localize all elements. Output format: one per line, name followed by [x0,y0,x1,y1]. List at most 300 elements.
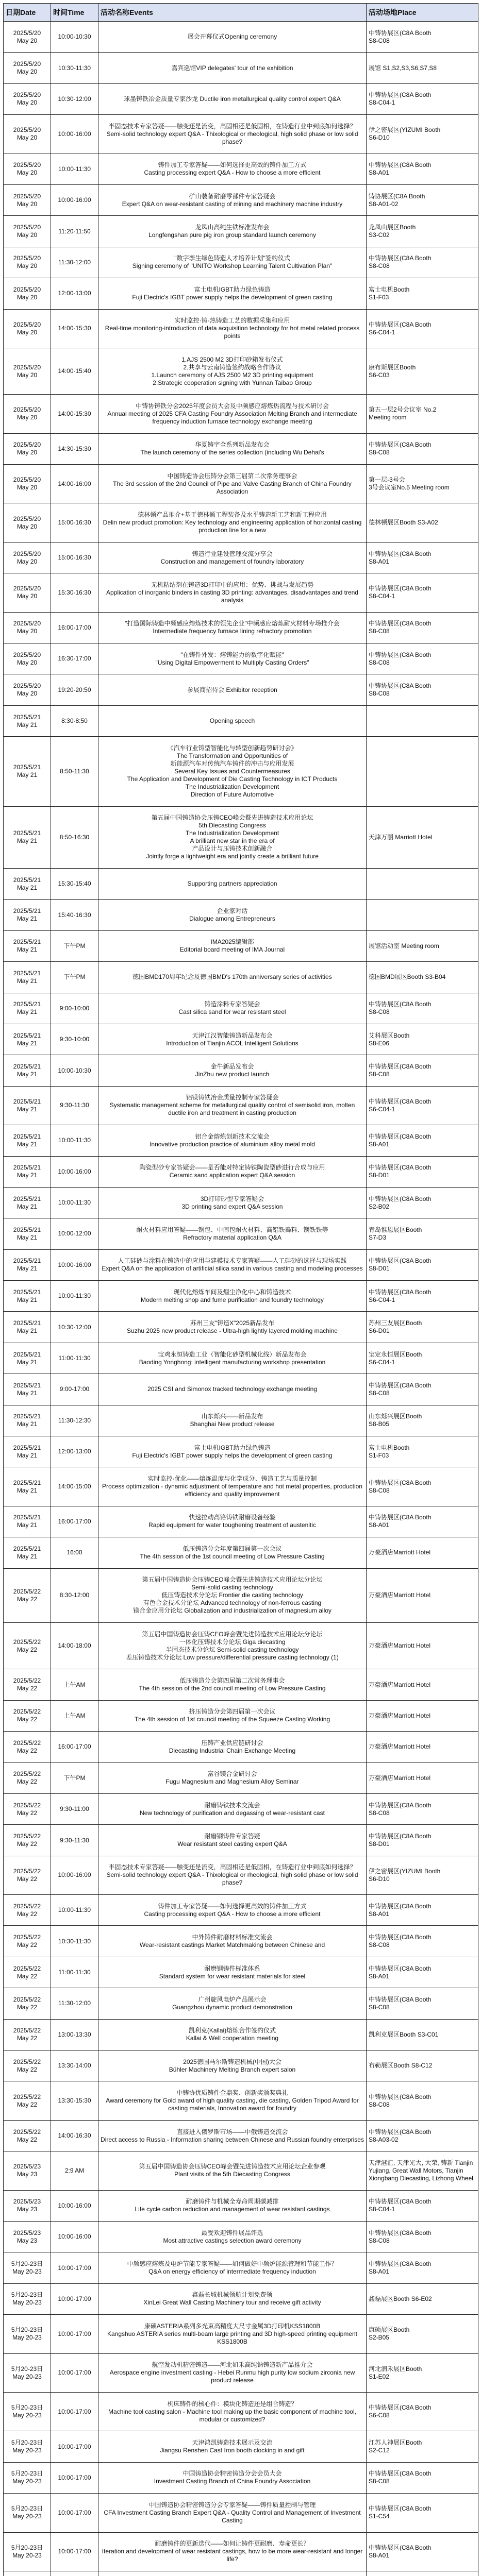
cell-place: 中铸协展区(C8A Booth S6-C04-1 [367,309,478,348]
table-row [4,1825,478,1856]
cell-time: 10:00-16:00 [51,2222,98,2252]
header-time: 时间Time [51,4,98,22]
cell-place [367,900,478,930]
cell-date: 2025/5/22 May 22 [4,1957,51,1988]
table-row [4,900,478,930]
cell-place: 万豪酒店Marriott Hotel [367,1622,478,1669]
cell-event: 德国BMD170周年纪念及德国BMD's 170th anniversary series of activities [98,962,367,993]
cell-time: 9:00-10:00 [51,993,98,1024]
header-event: 活动名称Events [98,4,367,22]
cell-event: 富谷镁合金研讨会 Fugu Magnesium and Magnesium Alloy Seminar [98,1762,367,1793]
cell-time: 10:00-16:00 [51,115,98,154]
cell-event: 2025德国马尔斯铸造机械(中国)大会 Bühler Machinery Melting Branch expert salon [98,2050,367,2081]
cell-date: 5月20-23日 May 20-23 [4,2494,51,2532]
cell-event: 人工硅砂与涂料在铸造中的应用与建模技术专家答疑——人工硅砂的选择与现场实践 Expert Q&A on the application of artificial silica sand in various casting and modeling processes [98,1249,367,1280]
cell-event: 参展商招待会 Exhibitor reception [98,674,367,705]
cell-time: 14:00-16:30 [51,2120,98,2151]
cell-time: 上午AM [51,1700,98,1731]
cell-event: 龙凤山高纯生铁标准发布会 Longfengshan pure pig iron group standard launch ceremony [98,216,367,247]
cell-event: "打造国际铸造中频感应熔炼技术的领先企业"中频感应熔炼耐火材料专场推介会 Intermediate frequency furnace lining refractory promotion [98,612,367,643]
cell-place: 康布斯展区Booth S6-C03 [367,348,478,394]
cell-time: 10:00-10:30 [51,1055,98,1086]
table-row [4,868,478,899]
cell-time: 10:00-17:00 [51,2315,98,2353]
table-row [4,1732,478,1762]
cell-place: 宝定永恒展区Booth S6-C04-1 [367,1343,478,1374]
table-row [4,309,478,348]
cell-date: 2025/5/22 May 22 [4,1568,51,1622]
cell-date: 2025/5/21 May 21 [4,1537,51,1568]
cell-place: 中铸协展区(C8A Booth S8-C08 [367,22,478,53]
cell-place: 中铸协展区(C8A Booth S8-A01 [367,1895,478,1926]
cell-event: "数字孪生绿色铸造人才培养计划"签约仪式 Signing ceremony of "UNITO Workshop Learning Talent Cultivation Plan" [98,247,367,278]
cell-date: 2025/5/22 May 22 [4,1622,51,1669]
cell-place: 万豪酒店Marriott Hotel [367,1700,478,1731]
table-row [4,2462,478,2493]
cell-event: 半固态技术专家答疑——触变还是流变，高固相还是低固相，在铸造行业中到底如何选择？ Semi-solid technology expert Q&A - Thixological or rheological, high solid phase or low solid phase? [98,1856,367,1894]
table-row [4,1249,478,1280]
cell-time: 15:30-15:40 [51,868,98,899]
cell-date: 2025/5/21 May 21 [4,962,51,993]
cell-time: 10:00-17:00 [51,2462,98,2493]
cell-time: 14:00-15:30 [51,309,98,348]
cell-date: 2025/5/21 May 21 [4,1405,51,1436]
cell-date: 2025/5/22 May 22 [4,1926,51,1957]
table-body [4,22,478,2576]
cell-place: 中铸协展区(C8A Booth S8-A03-02 [367,2120,478,2151]
table-row [4,2050,478,2081]
cell-time: 10:00-16:00 [51,2190,98,2221]
table-row [4,154,478,184]
cell-date: 2025/5/21 May 21 [4,868,51,899]
cell-event: 天津江汉智能铸造新品发布会 Introduction of Tianjin ACOL Intelligent Solutions [98,1024,367,1055]
cell-event: 华夏铸字全系列新品发布会 The launch ceremony of the series collection (including Wu Dehai's [98,433,367,464]
table-row [4,1856,478,1894]
cell-time: 10:00-11:30 [51,1895,98,1926]
cell-place: 中铸协展区(C8A Booth S8-C08 [367,1926,478,1957]
cell-date: 2025/5/21 May 21 [4,1125,51,1156]
table-row [4,184,478,215]
table-row [4,503,478,542]
cell-time: 10:00-16:00 [51,184,98,215]
cell-event: Opening speech [98,705,367,736]
cell-date: 2025/5/23 May 23 [4,2190,51,2221]
cell-time: 10:00-11:30 [51,1281,98,1312]
cell-place: 万豪酒店Marriott Hotel [367,1568,478,1622]
table-row [4,465,478,503]
cell-event: 《汽车行业铸型智能化与转型创新趋势研讨会》 The Transformation and Opportunities of 新能源汽车对传统汽车铸件的冲击与应用发展 Several Key Issues and Countermeasures The Application and Development of Die Casting Technology in ICT Products The Industrialization Development Direction of Future Automotive [98,737,367,806]
cell-time: 10:30-11:30 [51,1926,98,1957]
cell-date: 2025/5/21 May 21 [4,1281,51,1312]
cell-event: 第五届中国铸造协会压铸CEO峰会暨先进铸造技术应用论坛分论坛 Semi-solid casting technology 低压铸造技术分论坛 Frontier die casting technology 有色合金技术分论坛 Advanced technology of non-ferrous casting 镁合金应用分论坛 Globalization and industrialization of magnesium alloy [98,1568,367,1622]
cell-date: 2025/5/22 May 22 [4,1700,51,1731]
table-row [4,2571,478,2576]
cell-event: 最受欢迎铸件展品评选 Most attractive castings selection award ceremony [98,2222,367,2252]
cell-place: 万豪酒店Marriott Hotel [367,1669,478,1700]
table-row [4,1988,478,2019]
cell-date: 2025/5/21 May 21 [4,1024,51,1055]
cell-time: 10:30-12:00 [51,83,98,114]
cell-date: 2025/5/23 May 23 [4,2151,51,2190]
cell-time: 10:00-16:00 [51,1156,98,1187]
cell-date: 5月20-23日 May 20-23 [4,2462,51,2493]
table-row [4,1086,478,1125]
cell-date: 2025/5/21 May 21 [4,737,51,806]
cell-date: 2025/5/20 May 20 [4,465,51,503]
cell-time: 11:20-11:50 [51,216,98,247]
cell-place: 天津万丽 Marriott Hotel [367,806,478,868]
table-row [4,1700,478,1731]
table-row [4,705,478,736]
cell-date: 2025/5/21 May 21 [4,705,51,736]
cell-event: 康硕ASTERIA系列多光束高精度大尺寸金属3D打印机KSS1800B Kangshuo ASTERIA series multi-beam large printing and 3D high-speed printing equipment KSS1800B [98,2315,367,2353]
table-row [4,993,478,1024]
table-row [4,1762,478,1793]
cell-time: 11:00-11:30 [51,1957,98,1988]
cell-event: 第五届中国铸造协会压铸CEO峰会暨先进铸造技术应用论坛分论坛 一体化压铸技术分论坛 Giga diecasting 半固态技术分论坛 Semi-solid casting technology 差压铸造技术分论坛 Low pressure/differential pressure casting technology (1) [98,1622,367,1669]
cell-event: 中频感应熔炼及电炉节能专家答疑——如何做好中频炉能源管理和节能工作？ Q&A on energy efficiency of intermediate frequency induction [98,2252,367,2283]
table-row [4,1506,478,1537]
cell-place: 中铸协展区(C8A Booth S8-D01 [367,1249,478,1280]
cell-event: 耐磨钢铸件专家答疑 Wear resistant steel casting expert Q&A [98,1825,367,1856]
cell-place: 德林顿展区Booth S3-A02 [367,503,478,542]
cell-date: 2025/5/22 May 22 [4,1732,51,1762]
cell-event: IMA2025编辑部 Editorial board meeting of IMA Journal [98,930,367,961]
cell-event: 凯利克(Kallai)熔炼合作签约仪式 Kallai & Well cooperation meeting [98,2019,367,2050]
cell-date: 5月20-23日 May 20-23 [4,2353,51,2392]
cell-time: 10:30-12:00 [51,1312,98,1343]
cell-date: 2025/5/20 May 20 [4,612,51,643]
cell-date: 2025/5/21 May 21 [4,1467,51,1506]
cell-event: 天津鸿凯铸造技术展示及交流 Jiangsu Renshen Cast Iron booth clocking in and gift [98,2431,367,2462]
cell-event: "在铸件外发：熔铸能力的数字化赋能" "Using Digital Empowerment to Multiply Casting Orders" [98,643,367,674]
cell-time: 10:30-11:30 [51,53,98,83]
cell-date: 2025/5/21 May 21 [4,1086,51,1125]
cell-date: 2025/5/21 May 21 [4,1436,51,1467]
cell-place: 布勒展区Booth S8-C12 [367,2050,478,2081]
cell-place: 中铸协展区(C8A Booth S8-C04-1 [367,2190,478,2221]
table-row [4,2252,478,2283]
table-row [4,1568,478,1622]
cell-time: 10:00-11:30 [51,154,98,184]
cell-event: 中国铸造协会精密铸造分会专家答疑——铸件质量控制与管理 CFA Investment Casting Branch Expert Q&A - Quality Control and Management of Investment Casting [98,2494,367,2532]
cell-event: 富士电机IGBT助力绿色铸造 Fuji Electric's IGBT power supply helps the development of green casting [98,1436,367,1467]
table-row [4,2494,478,2532]
cell-event: 矿山装备耐磨零部件专家答疑会 Expert Q&A on wear-resistant casting of mining and machinery machine industry [98,184,367,215]
schedule-sheet [3,3,478,2576]
cell-event: 中铸协优质铸件金鼎奖、创新奖颁奖典礼 Award ceremony for Gold award of high quality casting, die casting, Golden Tripod Award for casting materials, Innovation award for foundry [98,2081,367,2120]
table-row [4,2120,478,2151]
cell-place: 中铸协展区(C8A Booth S8-C08 [367,1055,478,1086]
cell-date: 2025/5/22 May 22 [4,1825,51,1856]
cell-place: 富士电机Booth S1-F03 [367,278,478,309]
cell-date: 2025/5/21 May 21 [4,900,51,930]
cell-event: 耐磨铸铁技术交流会 New technology of purification and degassing of wear-resistant cast [98,1793,367,1824]
cell-time: 15:00-16:30 [51,542,98,573]
cell-place: 中铸协展区(C8A Booth S8-C08 [367,993,478,1024]
cell-time: 14:00-18:00 [51,1622,98,1669]
cell-place: 铸协展区(C8A Booth S8-A01-02 [367,184,478,215]
cell-time: 14:00-15:00 [51,1467,98,1506]
cell-place: 中铸协展区(C8A Booth S8-C08 [367,1988,478,2019]
cell-event: 德林顿产品推介+基于德林顿工程装备及水平铸造新工艺和新工程应用 Delin new product promotion: Key technology and engineering application of horizontal casting production line for a new [98,503,367,542]
cell-date: 5月20-23日 May 20-23 [4,2283,51,2314]
cell-date: 2025/5/22 May 22 [4,2081,51,2120]
cell-event: 苏州三友"铸造X"2025新品发布 Suzhu 2025 new product release - Ultra-high lightly layered molding machine [98,1312,367,1343]
cell-time: 10:00-16:00 [51,1249,98,1280]
cell-place: 中铸协展区(C8A Booth S8-C08 [367,2222,478,2252]
cell-event: 无机粘结剂在铸造3D打印中的应用：优势、挑战与发展趋势 Application of inorganic binders in casting 3D printing: advantages, disadvantages and trend analysis [98,573,367,612]
cell-date: 2025/5/20 May 20 [4,22,51,53]
cell-event: 铝镁铸铁冶金质量控制专家答疑会 Systematic management scheme for metallurgical quality control of semisolid iron, molten ductile iron and treatment in casting production [98,1086,367,1125]
table-row [4,2019,478,2050]
cell-date: 5月20-23日 May 20-23 [4,2431,51,2462]
cell-date: 2025/5/20 May 20 [4,216,51,247]
cell-date: 5月20-23日 May 20-23 [4,2392,51,2431]
cell-date: 2025/5/20 May 20 [4,542,51,573]
table-row [4,1156,478,1187]
table-row [4,53,478,83]
cell-event: 铸件加工专家答疑——如何选择更高效的铸件加工方式 Casting processing expert Q&A - How to choose a more efficient [98,154,367,184]
cell-date: 2025/5/21 May 21 [4,1187,51,1218]
cell-date: 2025/5/20 May 20 [4,184,51,215]
cell-place: 富士电机Booth S1-F03 [367,1436,478,1467]
cell-date: 2025/5/20 May 20 [4,83,51,114]
table-row [4,2315,478,2353]
cell-event: 铸造行业建设管理交流分享会 Construction and management of foundry laboratory [98,542,367,573]
cell-place: 河北润禾展区Booth S1-E02 [367,2353,478,2392]
cell-place: 中铸协展区(C8A Booth S8-A01 [367,2252,478,2283]
cell-date: 2025/5/22 May 22 [4,2019,51,2050]
cell-time: 13:30-15:30 [51,2081,98,2120]
cell-time: 19:20-20:50 [51,674,98,705]
cell-date: 2025/5/22 May 22 [4,2120,51,2151]
cell-date: 2025/5/20 May 20 [4,247,51,278]
cell-time: 10:00-17:00 [51,2532,98,2571]
table-row [4,1405,478,1436]
cell-time: 10:00-17:00 [51,2252,98,2283]
cell-place: 中铸协展区(C8A Booth S8-A01 [367,2532,478,2571]
cell-place [367,2571,478,2576]
cell-time: 14:00-15:40 [51,348,98,394]
table-row [4,1125,478,1156]
cell-place: 中铸协展区(C8A Booth S2-B02 [367,1187,478,1218]
cell-date: 2025/5/20 May 20 [4,433,51,464]
cell-time: 12:00-13:00 [51,278,98,309]
cell-place: 中铸协展区(C8A Booth S8-C08 [367,433,478,464]
cell-place: 青岛惟恩展区Booth S7-D3 [367,1218,478,1249]
table-row [4,573,478,612]
cell-time: 14:00-15:30 [51,395,98,433]
cell-time: 下午PM [51,962,98,993]
cell-date: 2025/5/21 May 21 [4,1249,51,1280]
cell-place: 鑫磊展区Booth S6-E02 [367,2283,478,2314]
cell-time: 14:30-15:30 [51,433,98,464]
cell-event: 中国铸造协会精密铸造分会会员大会 Investment Casting Branch of China Foundry Association [98,2462,367,2493]
table-row [4,1374,478,1405]
table-row [4,216,478,247]
cell-place: 中铸协展区(C8A Booth S8-C08 [367,1793,478,1824]
cell-time: 16:00-17:00 [51,612,98,643]
cell-time: 9:30-11:30 [51,1825,98,1856]
cell-date: 2025/5/20 May 20 [4,154,51,184]
table-row [4,1024,478,1055]
cell-event: 低压铸造分会年度第四届第一次会议 The 4th session of the 1st council meeting of Low Pressure Casting [98,1537,367,1568]
cell-event: 企业家对话 Dialogue among Entrepreneurs [98,900,367,930]
table-row [4,247,478,278]
cell-date: 2025/5/20 May 20 [4,348,51,394]
cell-event: 2025 CSI and Simonox tracked technology exchange meeting [98,1374,367,1405]
cell-event: Supporting partners appreciation [98,868,367,899]
table-row [4,2431,478,2462]
cell-event: 耐磨钢铸件标准体系 Standard system for wear resistant materials for steel [98,1957,367,1988]
cell-place: 第五一层2号会议室 No.2 Meeting room [367,395,478,433]
table-row [4,612,478,643]
cell-date: 2025/5/21 May 21 [4,1156,51,1187]
cell-event: 铸件加工专家答疑——如何选择更高效的铸件加工方式 Casting processing expert Q&A - How to choose a more efficient [98,1895,367,1926]
cell-place: 万豪酒店Marriott Hotel [367,1732,478,1762]
cell-place: 中铸协展区(C8A Booth S8-C08 [367,2462,478,2493]
cell-place [367,705,478,736]
cell-time: 10:00-10:30 [51,22,98,53]
cell-date: 2025/5/22 May 22 [4,1856,51,1894]
cell-date: 2025/5/20 May 20 [4,309,51,348]
cell-date: 2025/5/22 May 22 [4,1793,51,1824]
cell-event: 3D打印砂型专家答疑会 3D printing sand expert Q&A session [98,1187,367,1218]
cell-time: 13:30-14:00 [51,2050,98,2081]
cell-place: 伊之密展区(YIZUMI Booth S6-D10 [367,1856,478,1894]
table-row [4,2081,478,2120]
cell-date: 2025/5/21 May 21 [4,806,51,868]
cell-event: 直接进入俄罗斯市场——中俄铸造交流会 Direct access to Russia - Information sharing between Chinese and Russian foundry enterprises [98,2120,367,2151]
cell-time: 10:00-17:00 [51,2283,98,2314]
cell-event: 铸造涂料专家答疑会 Cast silica sand for wear resistant steel [98,993,367,1024]
cell-event: 挤压铸造分会第四届第一次会议 The 4th session of 1st council meeting of the Squeeze Casting Working [98,1700,367,1731]
cell-time: 11:00-11:30 [51,1343,98,1374]
cell-time: 9:30-11:30 [51,1086,98,1125]
cell-event: 富士电机IGBT助力绿色铸造 Fuji Electric's IGBT power supply helps the development of green casting [98,278,367,309]
cell-place: 中铸协展区(C8A Booth S8-C08 [367,643,478,674]
table-row [4,2353,478,2392]
cell-event: 1.AJS 2500 M2 3D打印砂箱发布仪式 2.共享与云南铸造签约战略合作协议 1.Launch ceremony of AJS 2500 M2 3D printing equipment 2.Strategic cooperation signing with Yunnan Taibao Group [98,348,367,394]
table-row [4,115,478,154]
cell-time: 8:30-12:00 [51,1568,98,1622]
cell-date: 2025/5/22 May 22 [4,1988,51,2019]
cell-time: 8:50-11:30 [51,737,98,806]
cell-date: 2025/5/21 May 21 [4,930,51,961]
table-row [4,1793,478,1824]
cell-place: 中铸协展区(C8A Booth S8-A01 [367,1125,478,1156]
cell-place: 康硕展区Booth S2-B05 [367,2315,478,2353]
cell-event: 嘉宾巡馆VIP delegates' tour of the exhibition [98,53,367,83]
cell-time: 11:30-12:00 [51,247,98,278]
cell-event: 现代化熔炼车间及烟尘净化中心和铸造技术 Modern melting shop and fume purification and foundry technology [98,1281,367,1312]
cell-date: 2025/5/22 May 22 [4,1762,51,1793]
table-row [4,1957,478,1988]
cell-event: 耐火材料应用答疑——钢包、中间包耐火材料、高铝铁捣料、镁铁铁等 Refractory material application Q&A [98,1218,367,1249]
cell-date: 2025/5/20 May 20 [4,573,51,612]
cell-time: 11:30-12:00 [51,1988,98,2019]
cell-time [51,2571,98,2576]
cell-time: 下午PM [51,930,98,961]
cell-event: 山东烁兴——新品发布 Shanghai New product release [98,1405,367,1436]
cell-date: 2025/5/22 May 22 [4,1669,51,1700]
table-row [4,1669,478,1700]
cell-event: 宝鸡永恒铸造工业（智能化砂型机械化线）新品发布会 Baoding Yonghong: intelligent manufacturing workshop presentation [98,1343,367,1374]
cell-event: 陶瓷型砂专家答疑会——是否能对特定铸铁陶瓷型砂进行合成与应用 Ceramic sand application expert Q&A session [98,1156,367,1187]
cell-event: 球墨铸铁冶金质量专家沙龙 Ductile iron metallurgical quality control expert Q&A [98,83,367,114]
table-row [4,1312,478,1343]
cell-date [4,2571,51,2576]
cell-place: 中铸协展区(C8A Booth S8-C08 [367,612,478,643]
cell-event: 低压铸造分会第四届第二次常务理事会 The 4th session of the 2nd council meeting of Low Pressure Casting [98,1669,367,1700]
table-row [4,1187,478,1218]
cell-place: 中铸协展区(C8A Booth S8-A01 [367,154,478,184]
cell-place: 艾科展区Booth S8-E06 [367,1024,478,1055]
cell-event: 快速拉动高铬铸铁耐磨设备经验 Rapid equipment for water toughening treatment of austenitic [98,1506,367,1537]
cell-place: 中铸协展区(C8A Booth S8-C08 [367,1374,478,1405]
cell-event: 耐磨铸件与机械全寿命周期碳减排 Life cycle carbon reduction and management of wear resistant castings [98,2190,367,2221]
table-row [4,930,478,961]
table-row [4,348,478,394]
cell-date: 2025/5/20 May 20 [4,395,51,433]
cell-time: 14:00-16:00 [51,465,98,503]
cell-event: 中国铸造协会压铸分会第三届第二次常务理事会 The 3rd session of the 2nd Council of Pipe and Valve Casting Branch of China Foundry Association [98,465,367,503]
cell-time: 10:00-17:00 [51,2392,98,2431]
table-row [4,542,478,573]
cell-place: 中铸协展区(C8A Booth S8-C08 [367,674,478,705]
table-row [4,1537,478,1568]
table-row [4,2222,478,2252]
cell-place: 万豪酒店Marriott Hotel [367,1762,478,1793]
cell-time: 10:00-17:00 [51,2353,98,2392]
cell-event [98,2571,367,2576]
table-row [4,1281,478,1312]
cell-event: 实时监控·优化——熔炼温度与化学成分、铸造工艺与质量控制 Process optimization - dynamic adjustment of temperature and hot metal properties, production efficiency and quality improvement [98,1467,367,1506]
table-row [4,278,478,309]
cell-date: 2025/5/21 May 21 [4,1055,51,1086]
cell-time: 上午AM [51,1669,98,1700]
table-row [4,674,478,705]
cell-date: 2025/5/20 May 20 [4,278,51,309]
cell-time: 10:00-17:00 [51,2494,98,2532]
cell-place: 中铸协展区(C8A Booth S8-C08 [367,1467,478,1506]
cell-place: 第一层-3号会 3号会议室No.5 Meeting room [367,465,478,503]
cell-place: 中铸协展区(C8A Booth S8-C08 [367,2081,478,2120]
cell-time: 11:30-12:30 [51,1405,98,1436]
table-row [4,1926,478,1957]
table-row [4,806,478,868]
cell-date: 2025/5/20 May 20 [4,115,51,154]
header-place: 活动场地Place [367,4,478,22]
cell-time: 12:00-13:00 [51,1436,98,1467]
cell-date: 2025/5/21 May 21 [4,993,51,1024]
cell-event: 鑫磊长城机械领航计划免费领 XinLei Great Wall Casting Machinery tour and receive gift activity [98,2283,367,2314]
cell-place: 德国BMD展区Booth S3-B04 [367,962,478,993]
cell-date: 2025/5/22 May 22 [4,1895,51,1926]
cell-time: 16:00 [51,1537,98,1568]
cell-event: 广州旋风电炉产品展示会 Guangzhou dynamic product demonstration [98,1988,367,2019]
cell-date: 2025/5/23 May 23 [4,2222,51,2252]
cell-time: 2:9 AM [51,2151,98,2190]
cell-place: 山东烁兴展区Booth S8-B05 [367,1405,478,1436]
table-row [4,643,478,674]
cell-time: 15:30-16:30 [51,573,98,612]
cell-date: 2025/5/22 May 22 [4,2050,51,2081]
table-row [4,737,478,806]
table-row [4,433,478,464]
cell-date: 2025/5/20 May 20 [4,53,51,83]
